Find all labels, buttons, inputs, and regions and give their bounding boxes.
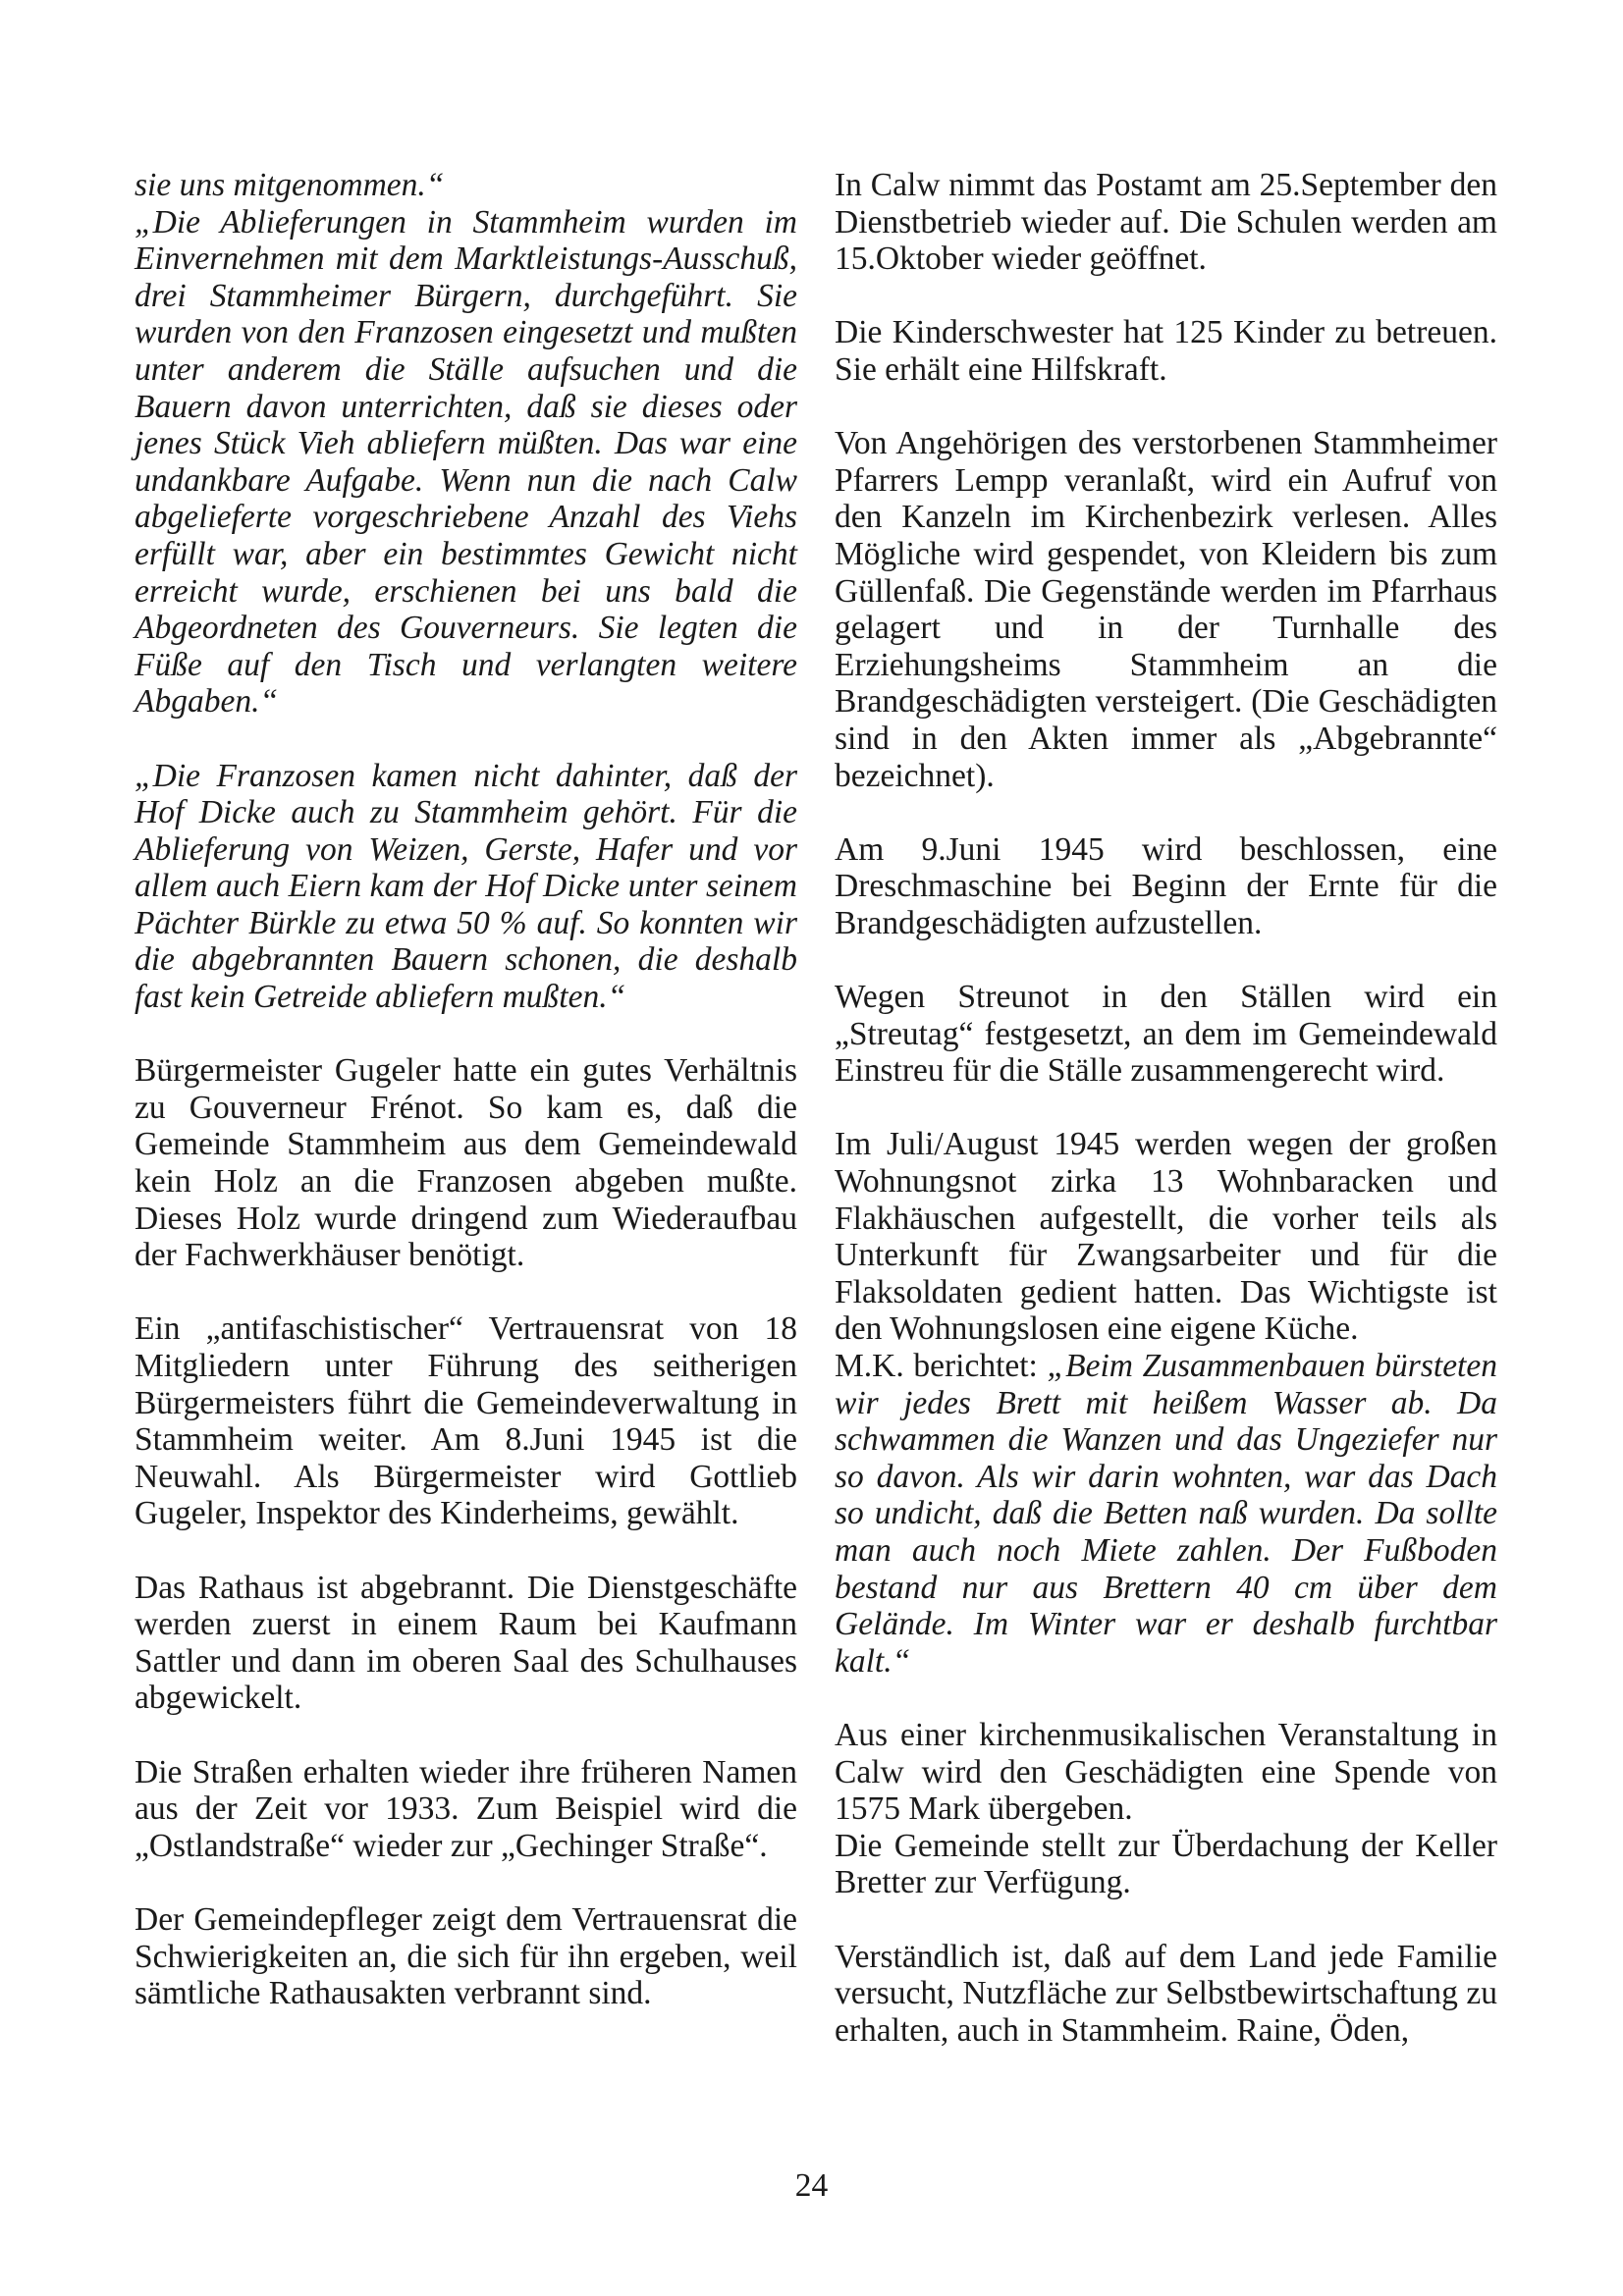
paragraph-streutag: Wegen Streunot in den Ställen wird ein „Streutag“ festgesetzt, an dem im Gemeindewald Einstreu für die Ställe zusammengerecht wird.	[835, 979, 1497, 1090]
page-number: 24	[794, 2167, 829, 2204]
paragraph-postamt: In Calw nimmt das Postamt am 25.September den Dienstbetrieb wieder auf. Die Schulen werden am 15.Oktober wieder geöffnet.	[835, 167, 1497, 278]
paragraph-lempp: Von Angehörigen des verstorbenen Stammheimer Pfarrers Lempp veranlaßt, wird ein Aufruf von den Kanzeln im Kirchenbezirk verlesen. Alles Mögliche wird gespendet, von Kleidern bis zum Güllenfaß. Die Gegenstände werden im Pfarrhaus gelagert und in der Turnhalle des Erziehungsheims Stammheim an die Brandgeschädigten versteigert. (Die Geschädigten sind in den Akten immer als „Abgebrannte“ bezeichnet).	[835, 425, 1497, 794]
paragraph-mk-report	[835, 1348, 1497, 1680]
paragraph-gemeindepfleger: Der Gemeindepfleger zeigt dem Vertrauensrat die Schwierigkeiten an, die sich für ihn ergeben, weil sämtliche Rathausakten verbrannt sind.	[135, 1900, 797, 2012]
paragraph-dreschmaschine: Am 9.Juni 1945 wird beschlossen, eine Dreschmaschine bei Beginn der Ernte für die Brandgeschädigten aufzustellen.	[835, 830, 1497, 941]
paragraph-rathaus: Das Rathaus ist abgebrannt. Die Dienstgeschäfte werden zuerst in einem Raum bei Kaufmann Sattler und dann im oberen Saal des Schulhauses abgewickelt.	[135, 1569, 797, 1717]
paragraph-strassen: Die Straßen erhalten wieder ihre früheren Namen aus der Zeit vor 1933. Zum Beispiel wird die „Ostlandstraße“ wieder zur „Gechinger Straße“.	[135, 1753, 797, 1864]
paragraph-vertrauensrat: Ein „antifaschistischer“ Vertrauensrat von 18 Mitgliedern unter Führung des seitherigen Bürgermeisters führt die Gemeindeverwaltung in Stammheim weiter. Am 8.Juni 1945 ist die Neuwahl. Als Bürgermeister wird Gottlieb Gugeler, Inspektor des Kinderheims, gewählt.	[135, 1310, 797, 1532]
paragraph-ueberdachung: Die Gemeinde stellt zur Überdachung der Keller Bretter zur Verfügung.	[835, 1827, 1497, 1901]
paragraph-ablieferungen-quote: „Die Ablieferungen in Stammheim wurden im Einvernehmen mit dem Marktleistungs-Ausschuß, drei Stammheimer Bürgern, durchgeführt. Sie wurden von den Franzosen eingesetzt und mußten unter anderem die Ställe aufsuchen und die Bauern davon unterrichten, daß sie dieses oder jenes Stück Vieh abliefern müßten. Das war eine undankbare Aufgabe. Wenn nun die nach Calw abgelieferte vorgeschriebene Anzahl des Viehs erfüllt war, aber ein bestimmtes Gewicht nicht erreicht wurde, erschienen bei uns bald die Abgeordneten des Gouverneurs. Sie legten die Füße auf den Tisch und verlangten weitere Abgaben.“	[135, 203, 797, 721]
mk-quote: „Beim Zusammenbauen bürsteten wir jedes Brett mit heißem Wasser ab. Da schwammen die Wanzen und das Ungeziefer nur so davon. Als wir darin wohnten, war das Dach so undicht, daß die Betten naß wurden. Da sollte man auch noch Miete zahlen. Der Fußboden bestand nur aus Brettern 40 cm über dem Gelände. Im Winter war er deshalb furchtbar kalt.“	[835, 1348, 1497, 1680]
paragraph-nutzflaeche: Verständlich ist, daß auf dem Land jede Familie versucht, Nutzfläche zur Selbstbewirtschaftung zu erhalten, auch in Stammheim. Raine, Öden,	[835, 1938, 1497, 2049]
paragraph-hof-dicke-quote: „Die Franzosen kamen nicht dahinter, daß der Hof Dicke auch zu Stammheim gehört. Für die Ablieferung von Weizen, Gerste, Hafer und vor allem auch Eiern kam der Hof Dicke unter seinem Pächter Bürkle zu etwa 50 % auf. So konnten wir die abgebrannten Bauern schonen, die deshalb fast kein Getreide abliefern mußten.“	[135, 757, 797, 1016]
paragraph-wohnbaracken: Im Juli/August 1945 werden wegen der großen Wohnungsnot zirka 13 Wohnbaracken und Flakhäuschen aufgestellt, die vorher teils als Unterkunft für Zwangsarbeiter und für die Flaksoldaten gedient hatten. Das Wichtigste ist den Wohnungslosen eine eigene Küche.	[835, 1126, 1497, 1348]
paragraph-gugeler: Bürgermeister Gugeler hatte ein gutes Verhältnis zu Gouverneur Frénot. So kam es, daß die Gemeinde Stammheim aus dem Gemeindewald kein Holz an die Franzosen abgeben mußte. Dieses Holz wurde dringend zum Wiederaufbau der Fachwerkhäuser benötigt.	[135, 1052, 797, 1274]
mk-lead: M.K. berichtet:	[835, 1348, 1048, 1384]
paragraph-kinderschwester: Die Kinderschwester hat 125 Kinder zu betreuen. Sie erhält eine Hilfskraft.	[835, 314, 1497, 388]
paragraph-spende: Aus einer kirchenmusikalischen Veranstaltung in Calw wird den Geschädigten eine Spende von 1575 Mark übergeben.	[835, 1716, 1497, 1828]
right-column	[835, 167, 1497, 2049]
left-column	[135, 167, 797, 2012]
paragraph-quote-end: sie uns mitgenommen.“	[135, 167, 445, 203]
